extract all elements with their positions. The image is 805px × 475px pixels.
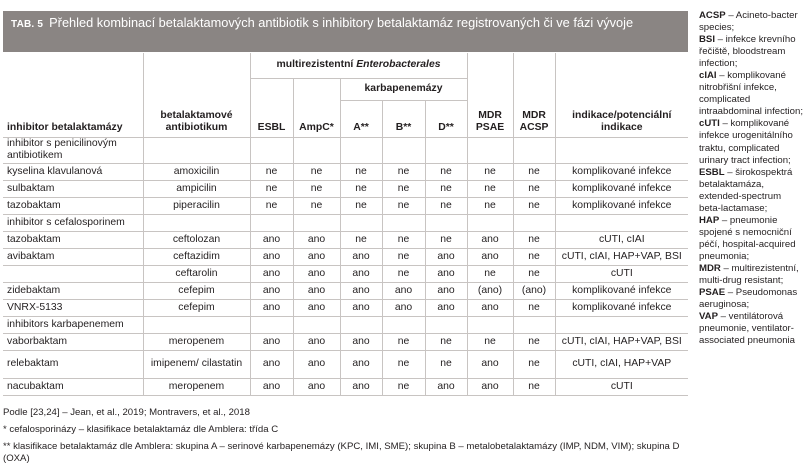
table-row	[3, 265, 688, 282]
cell-mdr-acsp: ne	[513, 265, 555, 282]
cell-inhibitor: avibaktam	[3, 248, 143, 265]
abbr-esbl: ESBL – širokospektrá betalaktamáza, extended-spectrum beta-lactamase;	[699, 166, 793, 214]
cell-esbl: ne	[250, 163, 293, 180]
cell-mdr-acsp: ne	[513, 378, 555, 395]
cell-mdr-acsp: ne	[513, 333, 555, 350]
cell-a: ano	[340, 265, 382, 282]
cell-inhibitor: zidebaktam	[3, 282, 143, 299]
cell-esbl: ne	[250, 180, 293, 197]
table-row	[3, 163, 688, 180]
cell-mdr-acsp: ne	[513, 163, 555, 180]
cell-a: ne	[340, 180, 382, 197]
cell-b: ne	[382, 197, 425, 214]
cell-a: ano	[340, 333, 382, 350]
cell-ampc: ne	[293, 197, 340, 214]
table-body	[3, 137, 688, 395]
cell-inhibitor: tazobaktam	[3, 197, 143, 214]
abbr-bsi: BSI – infekce krevního řečiště, bloodstream infection;	[699, 34, 796, 70]
header-mdr-acsp: MDR ACSP	[513, 53, 555, 137]
cell-a: ano	[340, 282, 382, 299]
cell-d: ano	[425, 248, 467, 265]
cell-mdr-acsp: ne	[513, 299, 555, 316]
cell-ampc: ano	[293, 265, 340, 282]
cell-ampc: ano	[293, 378, 340, 395]
source-note: Podle [23,24] – Jean, et al., 2019; Montravers, et al., 2018	[3, 407, 250, 418]
table-row	[3, 231, 688, 248]
cell-d: ne	[425, 180, 467, 197]
footnotes	[3, 407, 693, 470]
cell-d: ne	[425, 197, 467, 214]
cell-a: ne	[340, 231, 382, 248]
cell-a: ne	[340, 163, 382, 180]
cell-inhibitor: nacubaktam	[3, 378, 143, 395]
table-row	[3, 248, 688, 265]
section-title: inhibitor s cefalosporinem	[3, 214, 143, 231]
cell-antibiotic: ceftazidim	[143, 248, 250, 265]
cell-ampc: ano	[293, 333, 340, 350]
combination-table	[3, 53, 688, 396]
cell-mdr-psae: ne	[467, 197, 513, 214]
cell-mdr-psae: ano	[467, 248, 513, 265]
cell-inhibitor: sulbaktam	[3, 180, 143, 197]
cell-mdr-acsp: (ano)	[513, 282, 555, 299]
abbr-hap: HAP – pneumonie spojené s nemocniční péčí, hospital-acquired pneumonia;	[699, 214, 796, 262]
cell-antibiotic: imipenem/ cilastatin	[143, 350, 250, 378]
table-row	[3, 299, 688, 316]
cell-esbl: ano	[250, 299, 293, 316]
table-title: Přehled kombinací betalaktamových antibiotik s inhibitory betalaktamáz registrovaných či ve fázi vývoje	[49, 15, 634, 30]
cell-inhibitor	[3, 265, 143, 282]
cell-d: ano	[425, 299, 467, 316]
cell-inhibitor: relebaktam	[3, 350, 143, 378]
cell-b: ano	[382, 282, 425, 299]
abbreviations-sidebar	[699, 10, 803, 347]
cell-inhibitor: tazobaktam	[3, 231, 143, 248]
table-caption	[3, 11, 688, 52]
cell-indications: cUTI, cIAI, HAP+VAP, BSI	[555, 248, 688, 265]
cell-esbl: ano	[250, 248, 293, 265]
cell-a: ano	[340, 299, 382, 316]
cell-indications: cUTI, cIAI	[555, 231, 688, 248]
cell-b: ano	[382, 299, 425, 316]
cell-ampc: ne	[293, 180, 340, 197]
header-enterobacterales: multirezistentní Enterobacterales	[250, 53, 467, 78]
table-row	[3, 197, 688, 214]
cell-inhibitor: VNRX-5133	[3, 299, 143, 316]
header-carbapenemases: karbapenemázy	[340, 78, 467, 100]
cell-ampc: ano	[293, 248, 340, 265]
table-row	[3, 350, 688, 378]
cell-antibiotic: ceftarolin	[143, 265, 250, 282]
cell-a: ne	[340, 197, 382, 214]
abbr-psae: PSAE – Pseudomonas aeruginosa;	[699, 287, 798, 311]
cell-mdr-psae: ne	[467, 333, 513, 350]
cell-a: ano	[340, 248, 382, 265]
header-mdr-psae: MDR PSAE	[467, 53, 513, 137]
cell-b: ne	[382, 333, 425, 350]
cell-d: ano	[425, 265, 467, 282]
cell-mdr-acsp: ne	[513, 180, 555, 197]
cell-b: ne	[382, 163, 425, 180]
cell-indications: cUTI	[555, 265, 688, 282]
cell-antibiotic: ampicilin	[143, 180, 250, 197]
cell-esbl: ano	[250, 282, 293, 299]
cell-inhibitor: kyselina klavulanová	[3, 163, 143, 180]
abbr-ciai: cIAI – komplikované nitrobřišní infekce, complicated intraabdominal infection;	[699, 70, 803, 118]
cell-b: ne	[382, 180, 425, 197]
footnote-ambler: ** klasifikace betalaktamáz dle Amblera: skupina A – serinové karbapenemázy (KPC, IMI, SME); skupina B – metalobetalaktamázy (IMP, NDM, VIM); skupina D (OXA)	[3, 441, 680, 464]
table-row	[3, 282, 688, 299]
header-ampc: AmpC*	[293, 78, 340, 137]
cell-antibiotic: amoxicilin	[143, 163, 250, 180]
cell-d: ne	[425, 163, 467, 180]
header-class-d: D**	[425, 100, 467, 137]
cell-mdr-psae: ano	[467, 231, 513, 248]
cell-mdr-psae: ne	[467, 265, 513, 282]
cell-antibiotic: cefepim	[143, 299, 250, 316]
cell-mdr-acsp: ne	[513, 197, 555, 214]
cell-indications: komplikované infekce	[555, 197, 688, 214]
cell-esbl: ano	[250, 265, 293, 282]
header-antibiotic: betalaktamové antibiotikum	[143, 53, 250, 137]
cell-ampc: ano	[293, 282, 340, 299]
cell-ampc: ano	[293, 231, 340, 248]
cell-indications: cUTI, cIAI, HAP+VAP, BSI	[555, 333, 688, 350]
cell-esbl: ano	[250, 231, 293, 248]
cell-ampc: ne	[293, 163, 340, 180]
cell-mdr-psae: ne	[467, 163, 513, 180]
cell-esbl: ano	[250, 333, 293, 350]
cell-esbl: ne	[250, 197, 293, 214]
cell-indications: komplikované infekce	[555, 299, 688, 316]
footnote-ampc: * cefalosporinázy – klasifikace betalaktamáz dle Amblera: třída C	[3, 424, 279, 435]
header-inhibitor: inhibitor betalaktamázy	[3, 53, 143, 137]
section-row	[3, 214, 688, 231]
cell-indications: komplikované infekce	[555, 180, 688, 197]
cell-mdr-acsp: ne	[513, 231, 555, 248]
cell-mdr-psae: ano	[467, 299, 513, 316]
section-row	[3, 316, 688, 333]
cell-indications: cUTI	[555, 378, 688, 395]
section-row	[3, 137, 688, 163]
cell-indications: komplikované infekce	[555, 282, 688, 299]
cell-indications: komplikované infekce	[555, 163, 688, 180]
section-title: inhibitors karbapenemem	[3, 316, 143, 333]
abbr-mdr: MDR – multirezistentní, multi-drug resistant;	[699, 262, 799, 287]
cell-antibiotic: ceftolozan	[143, 231, 250, 248]
cell-inhibitor: vaborbaktam	[3, 333, 143, 350]
cell-a: ano	[340, 350, 382, 378]
cell-d: ano	[425, 378, 467, 395]
table-row	[3, 378, 688, 395]
cell-mdr-psae: ano	[467, 350, 513, 378]
cell-b: ne	[382, 231, 425, 248]
cell-antibiotic: cefepim	[143, 282, 250, 299]
abbr-cuti: cUTI – komplikované infekce urogenitálního traktu, complicated urinary tract infection;	[699, 118, 793, 166]
abbr-vap: VAP – ventilátorová pneumonie, ventilator-associated pneumonia	[699, 311, 796, 347]
header-esbl: ESBL	[250, 78, 293, 137]
cell-d: ne	[425, 350, 467, 378]
abbr-acsp: ACSP – Acineto-bacter species;	[699, 10, 798, 34]
cell-esbl: ano	[250, 378, 293, 395]
cell-b: ne	[382, 378, 425, 395]
header-class-a: A**	[340, 100, 382, 137]
cell-antibiotic: meropenem	[143, 378, 250, 395]
table-number: TAB. 5	[11, 19, 44, 30]
cell-mdr-psae: ano	[467, 378, 513, 395]
cell-ampc: ano	[293, 350, 340, 378]
cell-d: ano	[425, 282, 467, 299]
cell-b: ne	[382, 248, 425, 265]
cell-b: ne	[382, 265, 425, 282]
cell-mdr-psae: ne	[467, 180, 513, 197]
cell-mdr-acsp: ne	[513, 350, 555, 378]
cell-d: ne	[425, 231, 467, 248]
cell-mdr-acsp: ne	[513, 248, 555, 265]
cell-antibiotic: meropenem	[143, 333, 250, 350]
cell-b: ne	[382, 350, 425, 378]
cell-indications: cUTI, cIAI, HAP+VAP	[555, 350, 688, 378]
cell-d: ne	[425, 333, 467, 350]
cell-esbl: ano	[250, 350, 293, 378]
table-row	[3, 180, 688, 197]
cell-mdr-psae: (ano)	[467, 282, 513, 299]
section-title: inhibitor s penicilinovým antibiotikem	[3, 137, 143, 163]
table-row	[3, 333, 688, 350]
header-class-b: B**	[382, 100, 425, 137]
cell-a: ano	[340, 378, 382, 395]
cell-ampc: ano	[293, 299, 340, 316]
header-indications: indikace/potenciální indikace	[555, 53, 688, 137]
cell-antibiotic: piperacilin	[143, 197, 250, 214]
